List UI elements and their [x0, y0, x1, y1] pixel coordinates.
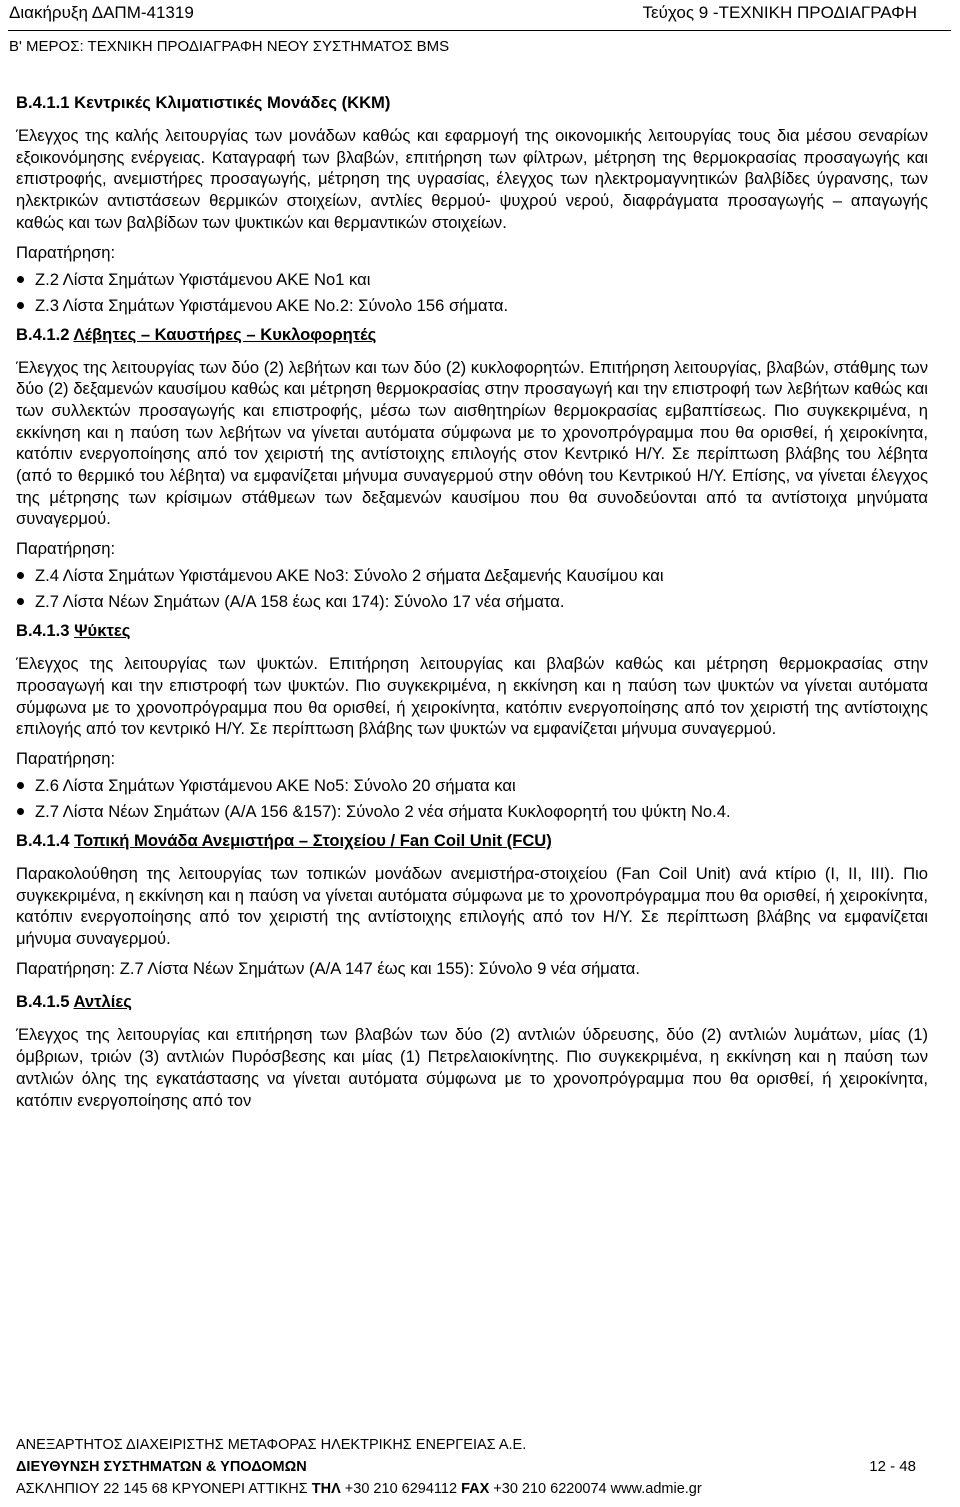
section-title-fcu [16, 830, 928, 851]
page-footer [16, 1434, 946, 1500]
footer-tel-label: ΤΗΛ [311, 1481, 341, 1497]
bullet-list [16, 565, 928, 612]
list-item: Ζ.3 Λίστα Σημάτων Υφιστάμενου ΑΚΕ Νο.2: Σύνολο 156 σήματα. [16, 295, 928, 316]
footer-address: ΑΣΚΛΗΠΙΟΥ 22 145 68 ΚΡΥΟΝΕΡΙ ΑΤΤΙΚΗΣ [16, 1481, 312, 1497]
bullet-list [16, 269, 928, 316]
note-label: Παρατήρηση: [16, 539, 116, 559]
list-item: Ζ.7 Λίστα Νέων Σημάτων (Α/Α 156 &157): Σύνολο 2 νέα σήματα Κυκλοφορητή του ψύκτη Νο.4. [16, 801, 928, 822]
section-number: Β.4.1.5 [16, 992, 74, 1012]
section-paragraph-ahu: Έλεγχος της καλής λειτουργίας των μονάδων καθώς και εφαρμογή της οικονομικής λειτουργίας τους δια μέσου σεναρίων εξοικονόμησης ενέργειας. Καταγραφή των βλαβών, επιτήρηση των φίλτρων, μέτρηση της θερμοκρασίας προσαγωγής και επιστροφής, ανεμιστήρες προσαγωγής, μέτρηση της υγρασίας, έλεγχος των ηλεκτρομαγνητικών βαλβίδες ύγρανσης, των ηλεκτρικών αντιστάσεων θερμικών στοιχείων, αντλίες θερμού- ψυχρού νερού, διαφράγματα προσαγωγής – απαγωγής καθώς και των βαλβίδων των ψυκτικών και θερμαντικών στοιχείων. [16, 126, 928, 232]
footer-contact [16, 1478, 946, 1500]
section-paragraph-chillers: Έλεγχος της λειτουργίας των ψυκτών. Επιτήρηση λειτουργίας και βλαβών καθώς και μέτρηση θερμοκρασίας στην προσαγωγή και την επιστροφή των ψυκτών. Πιο συγκεκριμένα, η εκκίνηση και η παύση των ψυκτών να γίνεται αυτόματα σύμφωνα με το χρονοπρόγραμμα που θα ορισθεί, ή χειροκίνητα, κατόπιν ενεργοποίησης από τον χειριστή της αντίστοιχης επιλογής από τον κεντρικό Η/Υ. Σε περίπτωση βλάβης των ψυκτών να εμφανίζεται μήνυμα συναγερμού. [16, 654, 928, 739]
note-label: Παρατήρηση: [16, 748, 116, 768]
section-number: Β.4.1.4 [16, 830, 75, 850]
list-item: Ζ.4 Λίστα Σημάτων Υφιστάμενου ΑΚΕ Νο3: Σύνολο 2 σήματα Δεξαμενής Καυσίμου και [16, 565, 928, 586]
section-title-boilers [16, 324, 928, 345]
header-tender-number: Διακήρυξη ΔΑΠΜ-41319 [9, 3, 194, 22]
header-divider [8, 30, 951, 31]
section-title-chillers [16, 620, 928, 641]
section-paragraph-pumps: Έλεγχος της λειτουργίας και επιτήρηση των βλαβών των δύο (2) αντλιών ύδρευσης, δύο (2) αντλιών λυμάτων, μίας (1) όμβριων, τριών (3) αντλιών Πυρόσβεσης και μίας (1) Πετρελαιοκίνητης. Πιο συγκεκριμένα, η εκκίνηση και η παύση των αντλιών όλης της εγκατάστασης να γίνεται αυτόματα σύμφωνα με το χρονοπρόγραμμα που θα ορισθεί, ή χειροκίνητα, κατόπιν ενεργοποίησης από τον [16, 1025, 928, 1110]
footer-company: ΑΝΕΞΑΡΤΗΤΟΣ ΔΙΑΧΕΙΡΙΣΤΗΣ ΜΕΤΑΦΟΡΑΣ ΗΛΕΚΤΡΙΚΗΣ ΕΝΕΡΓΕΙΑΣ Α.Ε. [16, 1437, 527, 1453]
section-paragraph-fcu: Παρακολούθηση της λειτουργίας των τοπικών μονάδων ανεμιστήρα-στοιχείου (Fan Coil Unit) ανά κτίριο (Ι, ΙΙ, ΙΙΙ). Πιο συγκεκριμένα, η εκκίνηση και η παύση να γίνεται αυτόματα σύμφωνα με το χρονοπρόγραμμα που θα ορισθεί, ή χειροκίνητα, κατόπιν ενεργοποίησης από τον χειριστή της αντίστοιχης επιλογής από τον Η/Υ. Σε περίπτωση βλάβης να εμφανίζεται μήνυμα συναγερμού. [16, 863, 928, 949]
section-number: Β.4.1.2 [16, 324, 74, 344]
section-heading: Αντλίες [73, 992, 132, 1012]
header-subtitle: Β' ΜΕΡΟΣ: ΤΕΧΝΙΚΗ ΠΡΟΔΙΑΓΡΑΦΗ ΝΕΟΥ ΣΥΣΤΗΜΑΤΟΣ BMS [9, 38, 450, 55]
page-number: 12 - 48 [869, 1458, 916, 1475]
section-title-ahu: Β.4.1.1 Κεντρικές Κλιματιστικές Μονάδες (ΚΚΜ) [16, 93, 391, 112]
footer-tel: +30 210 6294112 [340, 1481, 462, 1497]
note-label: Παρατήρηση [16, 958, 111, 978]
section-number: Β.4.1.3 [16, 621, 75, 641]
header-volume-title: Τεύχος 9 -ΤΕΧΝΙΚΗ ΠΡΟΔΙΑΓΡΑΦΗ [642, 3, 917, 22]
footer-fax-label: FAX [461, 1481, 490, 1497]
section-heading: Ψύκτες [74, 621, 131, 641]
note-text: : Ζ.7 Λίστα Νέων Σημάτων (Α/Α 147 έως και 155): Σύνολο 9 νέα σήματα. [110, 958, 640, 978]
section-heading: Τοπική Μονάδα Ανεμιστήρα – Στοιχείου / Fan Coil Unit (FCU) [74, 830, 552, 850]
list-item: Ζ.2 Λίστα Σημάτων Υφιστάμενου ΑΚΕ Νο1 και [16, 269, 928, 290]
page-header [0, 0, 960, 30]
section-title-pumps [16, 991, 928, 1012]
section-paragraph-boilers: Έλεγχος της λειτουργίας των δύο (2) λεβήτων και των δύο (2) κυκλοφορητών. Επιτήρηση λειτουργίας, βλαβών, στάθμης των δύο (2) δεξαμενών καυσίμου καθώς και μέτρηση θερμοκρασίας στην προσαγωγή και την επιστροφή των λεβήτων καθώς και των συλλεκτών προσαγωγής και επιστροφής, μέσω των αισθητηρίων θερμοκρασίας εμβαπτίσεως. Πιο συγκεκριμένα, η εκκίνηση και η παύση των λεβήτων να γίνεται αυτόματα σύμφωνα με το χρονοπρόγραμμα που θα ορισθεί, ή χειροκίνητα, κατόπιν ενεργοποίησης από τον χειριστή της αντίστοιχης επιλογής στον Κεντρικό Η/Υ. Σε περίπτωση βλάβης του λέβητα (από το θερμικό του λέβητα) να εμφανίζεται μήνυμα συναγερμού στην οθόνη του Κεντρικού Η/Υ. Επίσης, να γίνεται έλεγχος της μέτρησης των κρίσιμων στάθμεων των δεξαμενών καυσίμου που θα συνοδεύονται από τα αντίστοιχα μηνύματα συναγερμού. [16, 357, 928, 529]
section-heading: Λέβητες – Καυστήρες – Κυκλοφορητές [73, 324, 377, 344]
list-item: Ζ.7 Λίστα Νέων Σημάτων (Α/Α 158 έως και 174): Σύνολο 17 νέα σήματα. [16, 591, 928, 612]
bullet-list [16, 775, 928, 822]
footer-department: ΔΙΕΥΘΥΝΣΗ ΣΥΣΤΗΜΑΤΩΝ & ΥΠΟΔΟΜΩΝ [16, 1459, 307, 1475]
list-item: Ζ.6 Λίστα Σημάτων Υφιστάμενου ΑΚΕ Νο5: Σύνολο 20 σήματα και [16, 775, 928, 796]
document-body [16, 92, 928, 1119]
note-label: Παρατήρηση: [16, 242, 116, 262]
note-inline [16, 958, 928, 980]
footer-fax: +30 210 6220074 www.admie.gr [489, 1481, 702, 1497]
